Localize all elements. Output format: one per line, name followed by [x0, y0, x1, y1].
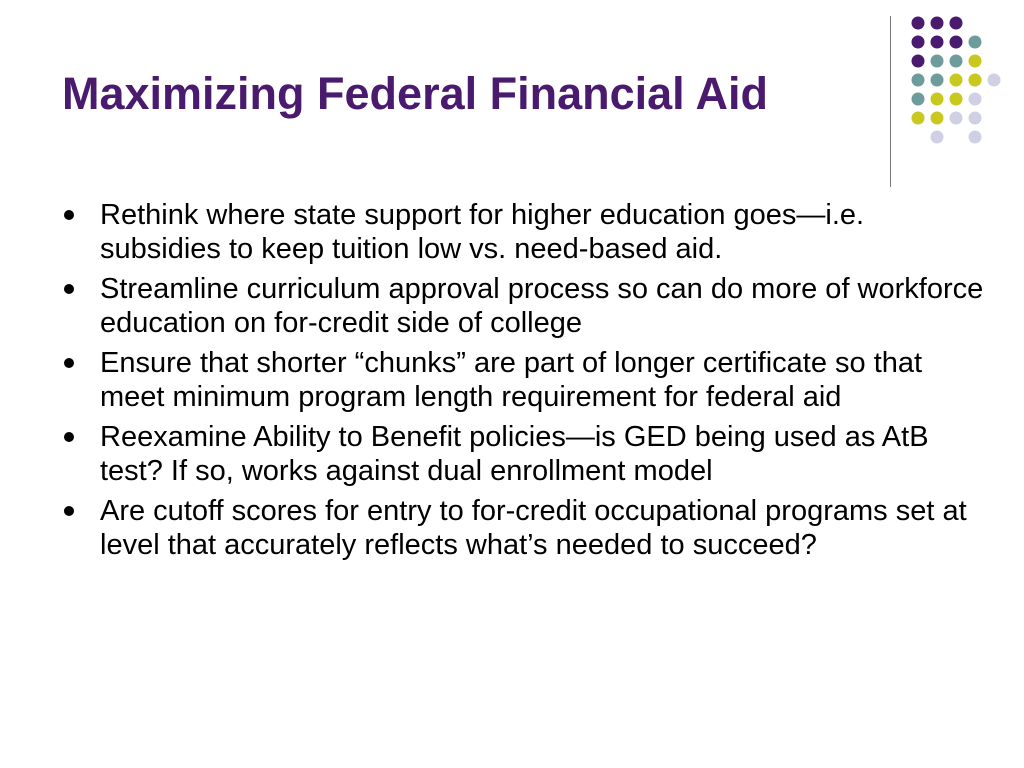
decorative-dot	[950, 74, 963, 87]
decorative-dot	[988, 74, 1001, 87]
bullet-item-5	[62, 494, 992, 562]
bullet-dot-icon	[64, 358, 74, 368]
bullet-dot-icon	[64, 210, 74, 220]
bullet-dot-icon	[64, 506, 74, 516]
decorative-dot	[931, 36, 944, 49]
title-divider-line	[890, 16, 891, 187]
bullet-text: Ensure that shorter “chunks” are part of longer certificate so that meet minimum program length requirement for federal aid	[100, 347, 923, 413]
bullet-dot-icon	[64, 432, 74, 442]
bullet-item-2	[62, 272, 992, 340]
slide-title: Maximizing Federal Financial Aid	[62, 68, 768, 119]
decorative-dot	[969, 74, 982, 87]
decorative-dot	[950, 93, 963, 106]
decorative-dot	[931, 112, 944, 125]
bullet-list	[62, 198, 992, 568]
decorative-dot	[912, 112, 925, 125]
decorative-dot	[912, 74, 925, 87]
decorative-dot	[912, 17, 925, 30]
bullet-dot-icon	[64, 284, 74, 294]
decorative-dot	[969, 36, 982, 49]
decorative-dot	[950, 17, 963, 30]
bullet-item-4	[62, 420, 992, 488]
decorative-dot	[969, 112, 982, 125]
decorative-dot	[931, 55, 944, 68]
decorative-dot	[931, 74, 944, 87]
decorative-dot	[912, 55, 925, 68]
decorative-dot	[950, 112, 963, 125]
decorative-dot	[969, 131, 982, 144]
bullet-text: Streamline curriculum approval process so can do more of workforce education on for-credit side of college	[100, 273, 984, 339]
bullet-text: Reexamine Ability to Benefit policies—is GED being used as AtB test? If so, works against dual enrollment model	[100, 421, 929, 487]
decorative-dot	[931, 17, 944, 30]
decorative-dot	[950, 36, 963, 49]
bullet-text: Rethink where state support for higher education goes—i.e. subsidies to keep tuition low vs. need-based aid.	[100, 199, 865, 265]
bullet-item-3	[62, 346, 992, 414]
bullet-text: Are cutoff scores for entry to for-credit occupational programs set at level that accurately reflects what’s needed to succeed?	[100, 495, 967, 561]
decorative-dot	[969, 93, 982, 106]
decorative-dot	[931, 93, 944, 106]
decorative-dot	[969, 55, 982, 68]
decorative-dot	[931, 131, 944, 144]
decorative-dot	[912, 93, 925, 106]
decorative-dot	[912, 36, 925, 49]
decorative-dot	[950, 55, 963, 68]
bullet-item-1	[62, 198, 992, 266]
